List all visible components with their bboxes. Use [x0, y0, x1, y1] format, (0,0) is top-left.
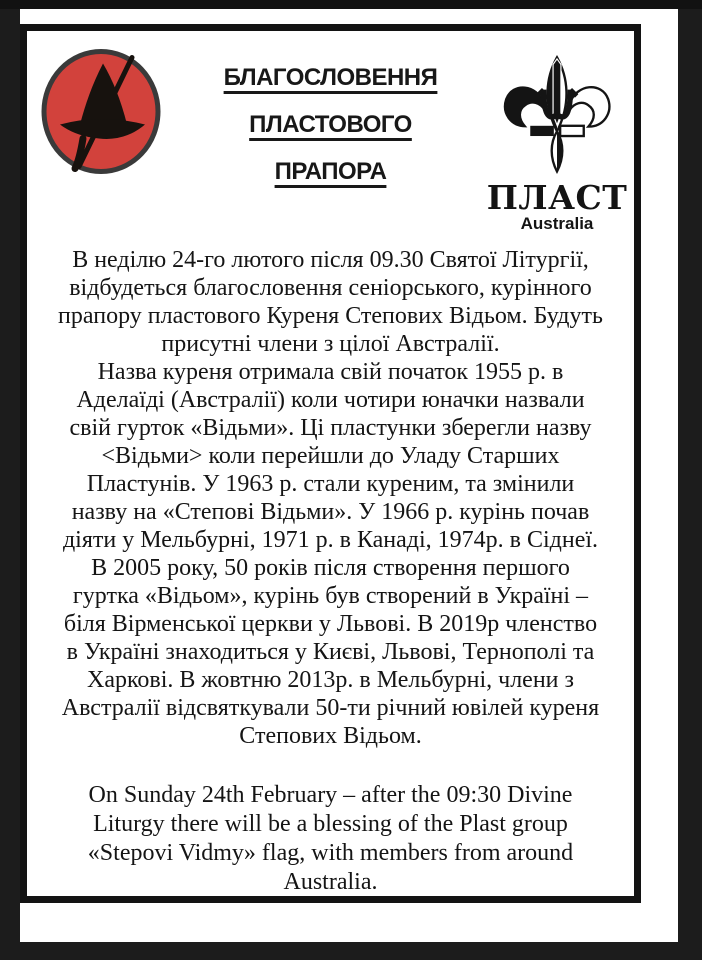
witch-hat-broom-icon — [39, 48, 163, 177]
plast-region-label: Australia — [520, 214, 594, 233]
paragraph-ukrainian-announcement — [29, 246, 632, 358]
text-line: біля Вірменської церкви у Львові. В 2019р членство — [63, 611, 598, 637]
text-line: Степових Відьом. — [239, 723, 422, 749]
text-line: Австралії відсвяткували 50-ти річний ювілей куреня — [61, 695, 600, 721]
paragraph-ukrainian-history — [29, 358, 632, 750]
text-line: Пластунів. У 1963 р. стали куреним, та змінили — [86, 471, 575, 497]
text-line: прапору пластового Куреня Степових Відьом. Будуть — [58, 303, 603, 329]
text-line: діяти у Мельбурні, 1971 р. в Канаді, 1974р. в Сіднеї. — [62, 527, 599, 553]
page-title-line: ПЛАСТОВОГО — [249, 111, 412, 138]
page-title-line: ПРАПОРА — [274, 158, 387, 185]
text-line: Харкові. В жовтню 2013р. в Мельбурні, члени з — [86, 667, 575, 693]
text-line: Australia. — [283, 869, 378, 895]
page-title — [171, 31, 491, 195]
text-line: відбудеться благословення сеніорського, курінного — [69, 275, 592, 301]
witches-kurin-badge — [39, 48, 163, 177]
viewer-top-shadow — [0, 0, 702, 9]
text-line: присутні члени з цілої Австралії. — [161, 331, 500, 357]
text-line: On Sunday 24th February – after the 09:30 Divine — [88, 782, 573, 808]
text-line: <Відьми> коли перейшли до Уладу Старших — [101, 443, 560, 469]
plast-fleur-de-lis-trident-icon — [498, 47, 616, 181]
text-line: Liturgy there will be a blessing of the Plast group — [93, 811, 568, 837]
text-line: В 2005 року, 50 років після створення першого — [91, 555, 570, 581]
content-frame — [20, 24, 641, 903]
text-line: «Stepovi Vidmy» flag, with members from around — [87, 840, 574, 866]
flyer-body — [27, 246, 634, 897]
plast-wordmark: ПЛАСТ — [486, 178, 628, 217]
text-line: гуртка «Відьом», курінь був створений в Україні – — [72, 583, 589, 609]
text-line: В неділю 24-го лютого після 09.30 Святої Літургії, — [72, 247, 589, 273]
text-line: Назва куреня отримала свій початок 1955 р. в — [97, 359, 564, 385]
text-line: свій гурток «Відьми». Ці пластунки зберегли назву — [69, 415, 592, 441]
text-line: назву на «Степові Відьми». У 1966 р. курінь почав — [71, 499, 590, 525]
plast-logo — [482, 43, 632, 234]
text-line: в Україні знаходиться у Києві, Львові, Тернополі та — [66, 639, 595, 665]
page-title-line: БЛАГОСЛОВЕННЯ — [223, 64, 438, 91]
paragraph-english-summary — [29, 781, 632, 897]
flyer-header — [27, 31, 634, 246]
text-line: Аделаїді (Австралії) коли чотири юначки назвали — [76, 387, 585, 413]
